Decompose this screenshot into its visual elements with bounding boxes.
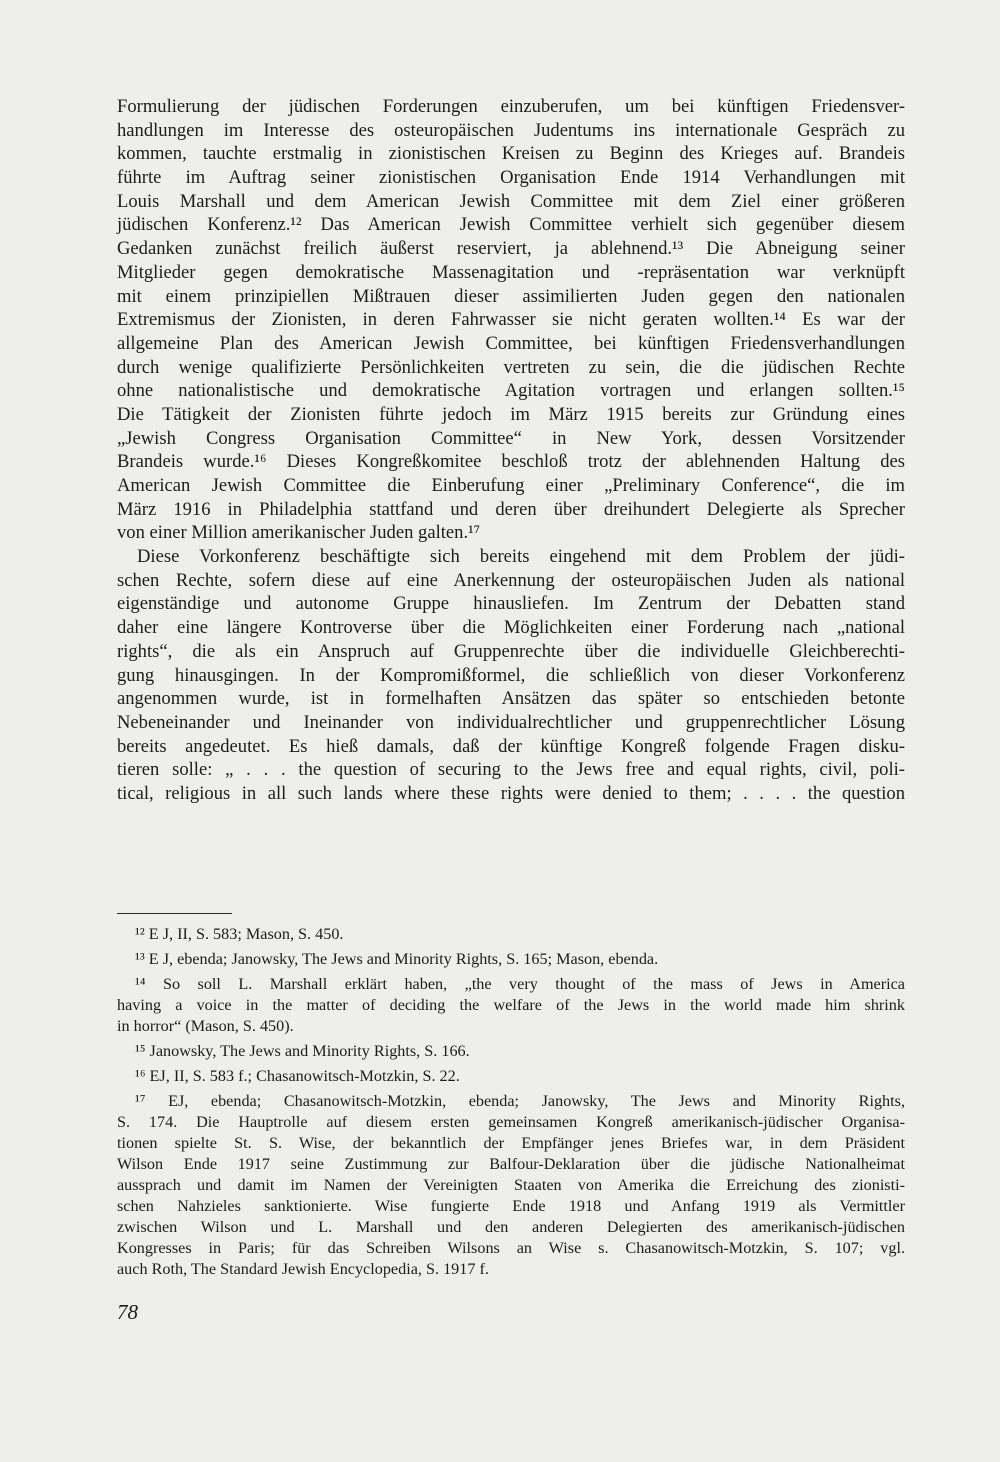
body-line: tical, religious in all such lands where these rights were denied to them; . . . . the question	[117, 782, 905, 804]
body-line: von einer Million amerikanischer Juden galten.¹⁷	[117, 522, 481, 544]
body-line: „Jewish Congress Organisation Committee“ in New York, dessen Vorsitzender	[117, 427, 905, 449]
body-line: schen Rechte, sofern diese auf eine Anerkennung der osteuropäischen Juden als national	[117, 569, 905, 591]
body-line: gung hinausgingen. In der Kompromißformel, die schließlich von dieser Vorkonferenz	[117, 664, 905, 686]
body-line: allgemeine Plan des American Jewish Committee, bei künftigen Friedensverhandlungen	[117, 332, 905, 354]
page-number: 78	[117, 1300, 138, 1324]
body-line: daher eine längere Kontroverse über die Möglichkeiten einer Forderung nach „national	[117, 617, 905, 639]
footnote-line: ¹⁶ EJ, II, S. 583 f.; Chasanowitsch-Motzkin, S. 22.	[135, 1067, 460, 1085]
body-line: durch wenige qualifizierte Persönlichkeiten vertreten zu sein, die die jüdischen Rechte	[117, 356, 905, 378]
body-line: März 1916 in Philadelphia stattfand und deren über dreihundert Delegierte als Sprecher	[117, 498, 905, 520]
body-line: American Jewish Committee die Einberufung einer „Preliminary Conference“, die im	[117, 475, 905, 496]
body-line: bereits angedeutet. Es hieß damals, daß der künftige Kongreß folgende Fragen disku-	[117, 735, 905, 757]
footnote-line: Wilson Ende 1917 seine Zustimmung zur Balfour-Deklaration über die jüdische Nationalheimat	[117, 1155, 905, 1173]
body-line: rights“, die als ein Anspruch auf Gruppenrechte über die individuelle Gleichberechti-	[117, 640, 905, 662]
footnote-line: having a voice in the matter of deciding the welfare of the Jews in the world made him shrink	[117, 996, 905, 1014]
footnotes	[117, 924, 905, 1280]
footnote-line: ¹² E J, II, S. 583; Mason, S. 450.	[135, 925, 344, 943]
body-line: handlungen im Interesse des osteuropäischen Judentums ins internationale Gespräch zu	[117, 119, 905, 141]
footnote-line: S. 174. Die Hauptrolle auf diesem ersten gemeinsamen Kongreß amerikanisch-jüdischer Organisa-	[117, 1113, 905, 1131]
body-line: Mitglieder gegen demokratische Massenagitation und -repräsentation war verknüpft	[117, 261, 905, 283]
footnote-line: Kongresses in Paris; für das Schreiben Wilsons an Wise s. Chasanowitsch-Motzkin, S. 107; vgl.	[117, 1239, 905, 1257]
footnote-line: zwischen Wilson und L. Marshall und den anderen Delegierten des amerikanisch-jüdischen	[117, 1218, 905, 1236]
body-line: jüdischen Konferenz.¹² Das American Jewish Committee verhielt sich gegenüber diesem	[117, 214, 905, 236]
footnote-line: ¹⁴ So soll L. Marshall erklärt haben, „the very thought of the mass of Jews in America	[135, 975, 905, 993]
footnote-line: auch Roth, The Standard Jewish Encyclopedia, S. 1917 f.	[117, 1260, 489, 1278]
body-line: Die Tätigkeit der Zionisten führte jedoch im März 1915 bereits zur Gründung eines	[117, 403, 905, 425]
footnote-line: schen Nahzieles sanktionierte. Wise fungierte Ende 1918 und Anfang 1919 als Vermittler	[117, 1197, 905, 1215]
body-line: Brandeis wurde.¹⁶ Dieses Kongreßkomitee beschloß trotz der ablehnenden Haltung des	[117, 451, 905, 473]
body-line: Extremismus der Zionisten, in deren Fahrwasser sie nicht geraten wollten.¹⁴ Es war der	[117, 309, 905, 331]
body-line: Nebeneinander und Ineinander von individualrechtlicher und gruppenrechtlicher Lösung	[117, 711, 905, 733]
body-text	[117, 95, 905, 806]
footnote-line: ¹⁵ Janowsky, The Jews and Minority Rights, S. 166.	[135, 1042, 470, 1060]
footnote-line: ¹³ E J, ebenda; Janowsky, The Jews and Minority Rights, S. 165; Mason, ebenda.	[135, 950, 659, 968]
body-line: Gedanken zunächst freilich äußerst reserviert, ja ablehnend.¹³ Die Abneigung seiner	[117, 238, 905, 260]
body-line: tieren solle: „ . . . the question of securing to the Jews free and equal rights, civil, poli-	[117, 759, 905, 781]
body-line: ohne nationalistische und demokratische Agitation vortragen und erlangen sollten.¹⁵	[117, 380, 905, 402]
body-line: Diese Vorkonferenz beschäftigte sich bereits eingehend mit dem Problem der jüdi-	[137, 546, 905, 568]
footnote-line: in horror“ (Mason, S. 450).	[117, 1017, 294, 1035]
body-line: eigenständige und autonome Gruppe hinausliefen. Im Zentrum der Debatten stand	[117, 593, 905, 615]
body-line: mit einem prinzipiellen Mißtrauen dieser assimilierten Juden gegen den nationalen	[117, 285, 905, 307]
footnote-line: tionen spielte St. S. Wise, der bekanntlich der Empfänger jenes Briefes war, in dem Präsident	[117, 1134, 905, 1152]
body-line: Formulierung der jüdischen Forderungen einzuberufen, um bei künftigen Friedensver-	[117, 96, 905, 117]
footnote-line: ¹⁷ EJ, ebenda; Chasanowitsch-Motzkin, ebenda; Janowsky, The Jews and Minority Rights,	[135, 1092, 905, 1110]
footnote-divider	[117, 913, 232, 914]
footnote-line: aussprach und damit im Namen der Vereinigten Staaten von Amerika die Erreichung des zionisti-	[117, 1176, 905, 1194]
body-line: kommen, tauchte erstmalig in zionistischen Kreisen zu Beginn des Krieges auf. Brandeis	[117, 143, 905, 165]
body-line: angenommen wurde, ist in formelhaften Ansätzen das später so entschieden betonte	[117, 688, 905, 710]
body-line: führte im Auftrag seiner zionistischen Organisation Ende 1914 Verhandlungen mit	[117, 167, 905, 189]
body-line: Louis Marshall und dem American Jewish Committee mit dem Ziel einer größeren	[117, 190, 905, 212]
